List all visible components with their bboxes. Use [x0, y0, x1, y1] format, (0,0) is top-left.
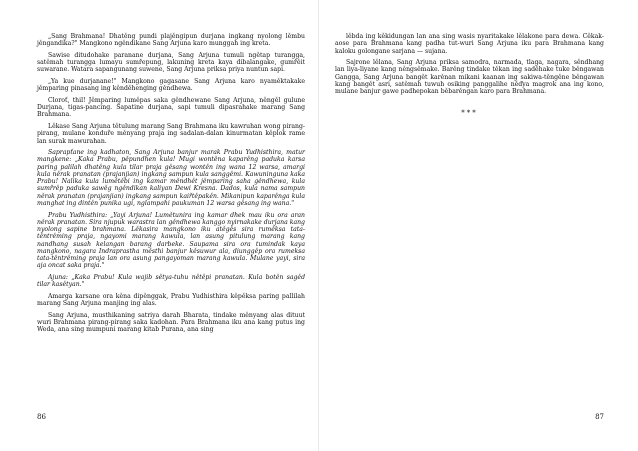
right-page [319, 0, 638, 451]
left-paragraph-4: Cloroť, thil! Jěmparing luměpas saka gěndhewane Sang Arjuna, něngěl gulune Durjana, tigas-pancing. Sapatine durjana, sapi tumuli dipasrahake marang Sang Brahmana. [37, 96, 305, 119]
left-paragraph-6: Saprapťane ing kadhaton, Sang Arjuna banjur marak Prabu Yudhisthira, matur mangkene: „Kaka Prabu, pěpundhen kula! Mugi wontěna kaparěng paduka karsa paring palilah dhatěng kula tilar praja gěsang wontěn ing wana 12 warsa, amargi kula něrak pranatan (prajanjian) ingkang sampun kula sanggěmi. Kawuninguna kaka Prabu! Nalika kula lumětěbi ing kamar měndhět jěmparing saha gěndhewa, kula sumřrěp paduka sawěg ngěndikan kaliyan Dewi Kresna. Dados, kula nama sampun něrak pranatan (prajanjian) ingkang sampun kaiřtěpakěn. Mikanipun kaparěnga kula manghat ing dintěn punika ugi, nglampahi paukuman 12 warsa gěsang ing wana." [37, 149, 305, 207]
left-page-number: 86 [37, 413, 46, 421]
left-paragraph-5: Lěkase Sang Arjuna tětulung marang Sang Brahmana iku kawruhan wong pirang-pirang, mulane konduře měnyang praja ing sadalan-dalan kinurmatan kěplok rame lan surak mawurahan. [37, 123, 305, 145]
right-page-number: 87 [595, 413, 604, 421]
left-paragraph-7: Prabu Yudhisthira: „Yayi Arjuna! Lumětunira ing kamar dhek mau iku ora aran něrak pranatan. Sira njupuk warastra lan gěndhewa kanggo nyirnakake durjana kang nyolong sapine brahmana. Lěkasira mangkono iku atěgěs sira ruměksa tata-těntrěming praja, ngayomi marang kawula, lan asung pitulung marang kang nandhang susah kelangan barang darbeke. Saupama sira ora tumindak kaya mangkono, nagara Indraprastha městhi banjur kěsuwur ala, diunggěp ora rumeksa tata-těntrěming praja lan ora asung pangayoman marang kawula. Mulane yayi, sira aja oncat saka praja." [37, 211, 305, 270]
left-paragraph-10: Sang Arjuna, musthikaning satriya darah Bharata, tindake měnyang alas dituut wuri Brahmana pirang-pirang saka kadohan. Para Brahmana iku ana kang putus ing Weda, ana sing mumpuni marang kitab Purana, ana sing [37, 311, 305, 334]
right-paragraph-1: lěbda ing kěkidungan lan ana sing wasis nyaritakake lělakone para dewa. Cěkak-aose para Brahmana kang padha tut-wuri Sang Arjuna iku para Brahmana kang kaloku golongane sarjana — sujana. [335, 33, 604, 55]
left-paragraph-8: Ajuna: „Kaka Prabu! Kula wajib sětya-tuhu nětěpi pranatan. Kula botěn sagěd tilar kasětyan." [37, 273, 305, 289]
left-paragraph-1: „Sang Brahmana! Dhatěng pundi plajěngipun durjana ingkang nyolong lěmbu jěngandika?" Mangkono ngěndikane Sang Arjuna karo munggah ing kreta. [37, 33, 305, 48]
left-paragraph-2: Sawise ditudohake paranane durjana, Sang Arjuna tumuli ngětap turangga, satěmah turangga lumayu sumřepung, lakuning kreta kaya dibalangake, gumřěit suwarane. Watara sapangunang suwene, Sang Arjuna priksa priya nuntun sapi. [37, 51, 305, 74]
left-paragraph-9: Amarga karsane ora kěna dipěnggak, Prabu Yudhisthira kěpěksa paring pallilah marang Sang Arjuna manjing ing alas. [37, 292, 305, 308]
left-paragraph-3: „Ya kue durjanane!" Mangkono gagasane Sang Arjuna karo nyaměktakake jěmparing pinasang ing kěnděhenging gěndhewa. [37, 78, 305, 93]
right-paragraph-2: Sajrone lělana, Sang Arjuna priksa samodra, narmada, tlaga, nagara, sěndhang lan liya-liyane kang něngsěmake. Barěng tindake těkan ing saděhake tuke běngawan Gangga, Sang Arjuna bangět karěnan mikani kaanan ing sakiwa-těngěne běngawan kang bangět asri, satěmah tuwuh osiking panggalihe něďya magrok ana ing kono, mulane banjur gawe padhepokan běbarěngan karo para Brahmana. [335, 59, 604, 96]
section-separator: *** [461, 109, 478, 118]
